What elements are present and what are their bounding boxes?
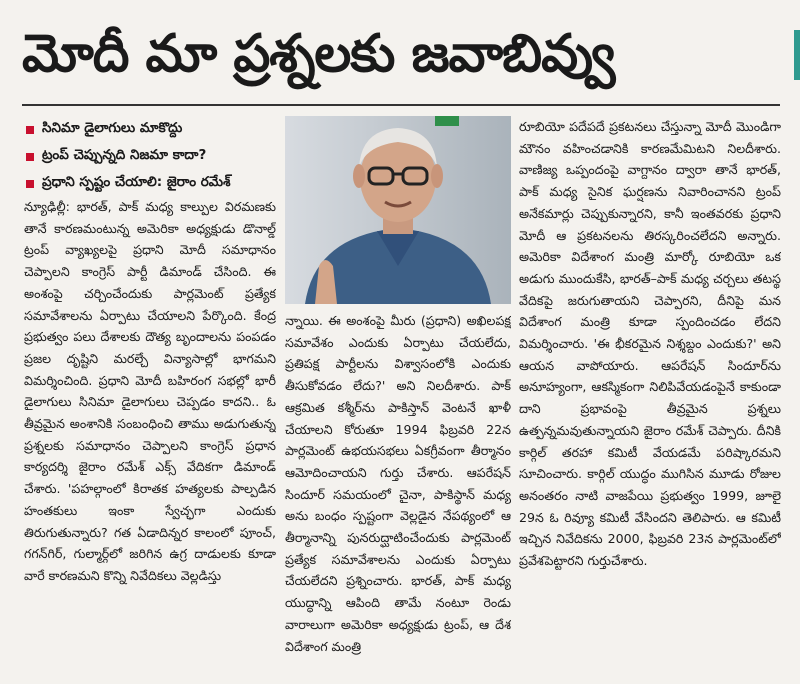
article-column-2: న్నాయి. ఈ అంశంపై మీరు (ప్రధాని) అఖిలపక్ష సమావేశం ఎందుకు ఏర్పాటు చేయలేదు, ప్రతిపక్ష పార్టీలను విశ్వాసంలోకి ఎందుకు తీసుకోవడం లేదు?' అని నిలదీశారు. పాక్ ఆక్రమిత కశ్మీర్‌ను పాకిస్తాన్ వెంటనే ఖాళీ చేయాలని కోరుతూ 1994 ఫిబ్రవరి 22న పార్లమెంట్ ఉభయసభలు ఏకగ్రీవంగా తీర్మానం ఆమోదించాయని గుర్తు చేశారు. ఆపరేషన్ సిందూర్ సమయంలో చైనా, పాకిస్థాన్ మధ్య అను బంధం స్పష్టంగా వెల్లడైన నేపథ్యంలో ఆ తీర్మానాన్ని పునరుద్ఘాటించేందుకు పార్లమెంట్ ప్రత్యేక సమావేశాలను ఎందుకు ఏర్పాటు చేయలేదని ప్రశ్నించారు. భారత్, పాక్ మధ్య యుద్ధాన్ని ఆపింది తామే నంటూ రెండు వారాలుగా అమెరికా అధ్యక్షుడు ట్రంప్, ఆ దేశ విదేశాంగ మంత్రి [285,313,511,654]
headline: మోదీ మా ప్రశ్నలకు జవాబివ్వు [22,24,615,84]
bullet-item [26,170,278,197]
bullet-square-icon [26,180,34,188]
edge-color-mark [794,30,800,80]
subheading-bullets [26,116,278,197]
bullet-square-icon [26,126,34,134]
article-column-1: న్యూఢిల్లీ: భారత్, పాక్ మధ్య కాల్పుల విరమణకు తానే కారణమంటున్న అమెరికా అధ్యక్షుడు డొనాల్డ్ ట్రంప్ వ్యాఖ్యలపై ప్రధాని మోదీ సమాధానం చెప్పాలని కాంగ్రెస్ పార్టీ డిమాండ్ చేసింది. ఈ అంశంపై చర్చించేందుకు పార్లమెంట్ ప్రత్యేక సమావేశాలను ఏర్పాటు చేయాలని పేర్కొంది. కేంద్ర ప్రభుత్వం పలు దేశాలకు దౌత్య బృందాలను పంపడం ప్రజల దృష్టిని మరల్చే విన్యాసాల్లో భాగమని విమర్శించింది. ప్రధాని మోదీ బహిరంగ సభల్లో భారీ డైలాగులు సినిమా డైలాగులు చెప్పడం కాదని.. ఓ తీవ్రమైన అంశానికి సంబంధించి తాము అడుగుతున్న ప్రశ్నలకు సమాధానం చెప్పాలని కాంగ్రెస్ ప్రధాన కార్యదర్శి జైరాం రమేశ్ ఎక్స్ వేదికగా డిమాండ్ చేశారు. 'పహల్గాంలో కిరాతక హత్యలకు పాల్పడిన హంతకులు ఇంకా స్వేచ్ఛగా ఎందుకు తిరుగుతున్నారు? గత ఏడాదిన్నర కాలంలో పూంచ్, గగన్‌గిర్, గుల్మార్గ్‌లో జరిగిన ఉగ్ర దాడులకు కూడా వారే కారణమని కొన్ని నివేదికలు వెల్లడిస్తు [24,199,276,583]
headline-rule [22,104,780,106]
bullet-text: ట్రంప్ చెప్పున్నది నిజమా కాదా? [42,147,207,163]
article-column-3: రూబియో పదేపదే ప్రకటనలు చేస్తున్నా మోదీ మొండిగా మౌనం వహించడానికి కారణమేమిటని నిలదీశారు. వాణిజ్య ఒప్పందంపై వాగ్దానం ద్వారా తానే భారత్, పాక్ మధ్య సైనిక ఘర్షణను నివారించానని ట్రంప్ అనేకమార్లు చెప్పుకున్నారని, కానీ ఇంతవరకు ప్రధాని మోదీ ఆ ప్రకటనలను తిరస్కరించలేదని అన్నారు. అమెరికా విదేశాంగ మంత్రి మార్కో రూబియో ఒక అడుగు ముందుకేసి, భారత్–పాక్ మధ్య చర్చలు తటస్థ వేదికపై జరుగుతాయని చెప్పారని, దీనిపై మన విదేశాంగ మంత్రి కూడా స్పందించడం లేదని విమర్శించారు. 'ఈ భీకరమైన నిశ్శబ్దం ఎందుకు?' అని ఆయన వాపోయారు. ఆపరేషన్ సిందూర్‌ను అనూహ్యంగా, ఆకస్మికంగా నిలిపివేయడంపైనే కాకుండా దాని ప్రభావంపై తీవ్రమైన ప్రశ్నలు ఉత్పన్నమవుతున్నాయని జైరాం రమేశ్ చెప్పారు. దీనికి కార్గిల్ తరహా కమిటీ వేయడమే పరిష్కారమని సూచించారు. కార్గిల్ యుద్ధం ముగిసిన మూడు రోజుల అనంతరం నాటి వాజపేయి ప్రభుత్వం 1999, జూలై 29న ఓ రివ్యూ కమిటీ వేసిందని తెలిపారు. ఆ కమిటీ ఇచ్చిన నివేదికను 2000, ఫిబ్రవరి 23న పార్లమెంట్‌లో ప్రవేశపెట్టారని గుర్తుచేశారు. [519,119,781,569]
bullet-item [26,143,278,170]
bullet-item [26,116,278,143]
portrait-illustration [285,116,511,304]
bullet-text: ప్రధాని స్పష్టం చేయాలి: జైరాం రమేశ్ [42,174,231,190]
bullet-text: సినిమా డైలాగులు మాకొద్దు [42,120,183,136]
portrait-photo [285,116,511,304]
bullet-square-icon [26,153,34,161]
